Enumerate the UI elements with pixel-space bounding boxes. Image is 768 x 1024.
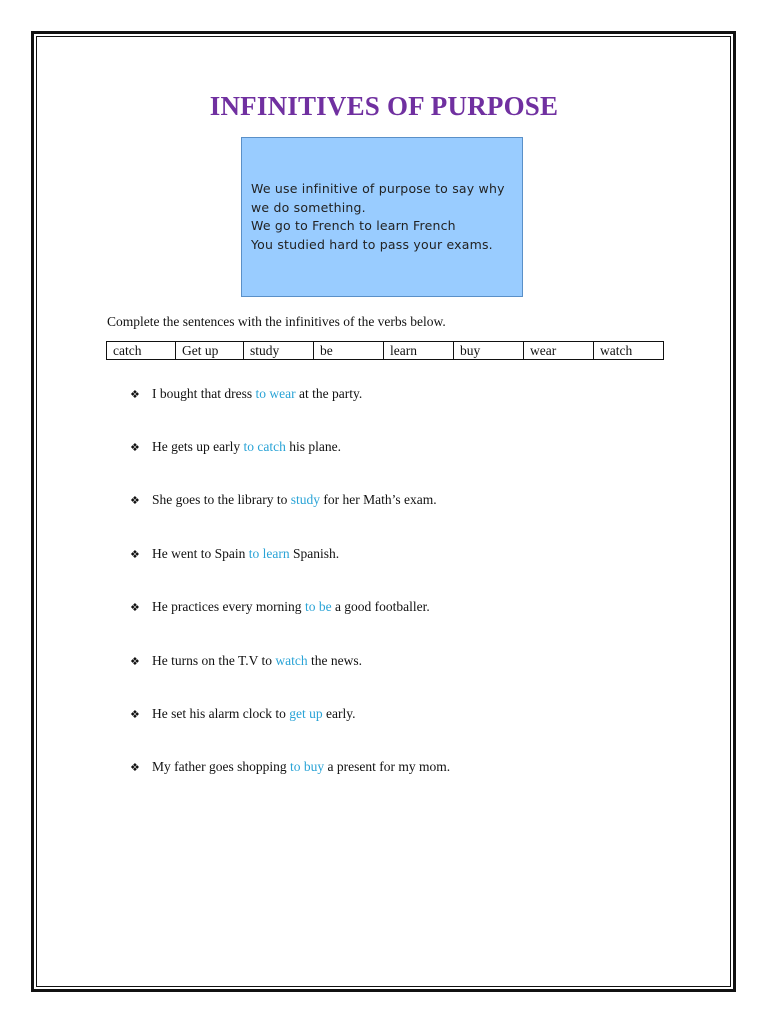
sentence-text: I bought that dress	[152, 386, 256, 401]
sentence-text: Spanish.	[289, 546, 340, 561]
verb-cell: be	[314, 342, 384, 360]
answer-text: to be	[304, 599, 332, 614]
rule-info-box	[241, 137, 523, 297]
bullet-diamond-icon: ❖	[130, 708, 140, 721]
bullet-diamond-icon: ❖	[130, 761, 140, 774]
verb-cell: learn	[384, 342, 454, 360]
bullet-diamond-icon: ❖	[130, 548, 140, 561]
sentence-text: a present for my mom.	[324, 759, 451, 774]
exercise-sentence	[130, 706, 355, 722]
exercise-sentence	[130, 546, 339, 562]
info-line: We go to French to learn French	[251, 218, 456, 233]
verb-cell: buy	[454, 342, 524, 360]
info-line: we do something.	[251, 199, 366, 215]
exercise-sentence	[130, 653, 362, 669]
sentence-text: his plane.	[285, 439, 341, 454]
verb-cell: watch	[594, 342, 664, 360]
verb-cell: catch	[107, 342, 176, 360]
sentence-text: early.	[322, 706, 356, 721]
exercise-sentence	[130, 492, 437, 508]
bullet-diamond-icon: ❖	[130, 388, 140, 401]
answer-text: study	[290, 492, 320, 507]
exercise-sentence	[130, 759, 450, 775]
bullet-diamond-icon: ❖	[130, 494, 140, 507]
info-line: We use infinitive of purpose to say why	[251, 181, 505, 196]
answer-text: get up	[289, 706, 323, 721]
sentence-text: He turns on the T.V to	[152, 653, 276, 668]
sentence-text: the news.	[307, 653, 362, 668]
sentence-text: He went to Spain	[152, 546, 249, 561]
sentence-text: for her Math’s exam.	[320, 492, 437, 507]
sentence-text: My father goes shopping	[152, 759, 290, 774]
answer-text: watch	[275, 653, 308, 668]
verb-cell: Get up	[176, 342, 244, 360]
exercise-sentence	[130, 386, 362, 402]
sentence-text: at the party.	[295, 386, 363, 401]
answer-text: to buy	[289, 759, 325, 774]
sentence-text: He practices every morning	[152, 599, 305, 614]
sentence-text: She goes to the library to	[152, 492, 291, 507]
bullet-diamond-icon: ❖	[130, 441, 140, 454]
exercise-sentence	[130, 599, 430, 615]
verb-bank-table	[106, 341, 664, 360]
bullet-diamond-icon: ❖	[130, 601, 140, 614]
answer-text: to wear	[255, 386, 296, 401]
info-line: You studied hard to pass your exams.	[251, 236, 493, 252]
sentence-text: a good footballer.	[331, 599, 430, 614]
sentence-text: He set his alarm clock to	[152, 706, 290, 721]
worksheet-title: INFINITIVES OF PURPOSE	[209, 91, 559, 121]
answer-text: to learn	[248, 546, 290, 561]
sentence-text: He gets up early	[152, 439, 244, 454]
verb-bank-row	[107, 342, 664, 360]
answer-text: to catch	[243, 439, 286, 454]
exercise-sentence	[130, 439, 341, 455]
exercise-instruction: Complete the sentences with the infinitives of the verbs below.	[107, 314, 446, 329]
bullet-diamond-icon: ❖	[130, 655, 140, 668]
verb-cell: wear	[524, 342, 594, 360]
verb-cell: study	[244, 342, 314, 360]
